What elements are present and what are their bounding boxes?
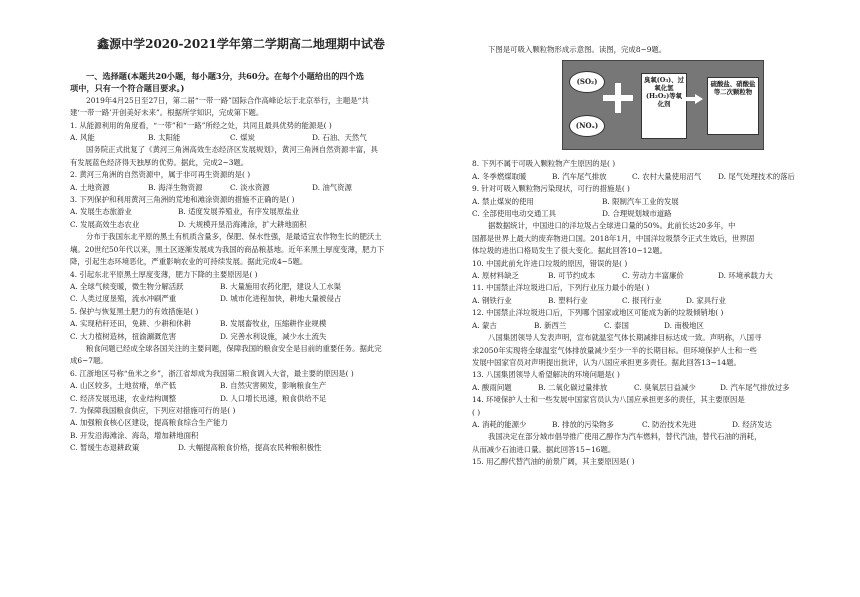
- option-text: C. 煤炭: [230, 133, 255, 143]
- text-line: 一、选择题(本题共20小题，每小题3分，共60分。在每个小题给出的四个选: [86, 71, 364, 81]
- particulate-diagram: [562, 60, 764, 150]
- text-line: 降，引起生态环境恶化，严重影响农业的可持续发展。据此完成4~5题。: [70, 257, 308, 267]
- option-text: B. 限制汽车工业的发展: [602, 196, 679, 206]
- text-line: A. 加强粮食核心区建设，提高粮食综合生产能力: [70, 418, 228, 428]
- text-line: 壤。20世纪50年代以来，黑土区逐渐发展成为我国的商品粮基地。近年来黑土厚度变薄，肥力下: [70, 244, 385, 254]
- option-text: B. 发展畜牧业，压缩耕作业规模: [220, 319, 327, 329]
- options-row: [472, 382, 808, 394]
- option-text: D. 尾气处理技术的落后: [718, 171, 795, 181]
- text-line: 15. 用乙醇代替汽油的前景广阔，其主要原因是( ): [472, 457, 635, 467]
- options-row: [70, 219, 412, 231]
- text-line: 国务院正式批复了《黄河三角洲高效生态经济区发展规划》，黄河三角洲自然资源丰富，具: [86, 145, 378, 155]
- text-line: 分布于我国东北平原的黑土有机质含量多，保肥、保水性强，是最适宜农作物生长的肥沃土: [86, 232, 382, 242]
- options-row: [472, 171, 808, 183]
- text-line: 八国集团领导人发表声明，宣布就温室气体长期减排目标达成一致。声明称，八国寻: [488, 333, 762, 343]
- text-line: 3. 下列保护和利用黄河三角洲的荒地和滩涂资源的措施不正确的是( ): [70, 195, 295, 205]
- text-line: 发展中国家官员对声明提出批评，认为八国应承担更多责任。据此回答13~14题。: [472, 357, 741, 367]
- option-text: D. 经济发达: [732, 419, 772, 429]
- option-text: B. 可节约成本: [548, 271, 596, 281]
- option-text: A. 山区较多，土地贫瘠，单产低: [70, 381, 177, 391]
- option-text: B. 新西兰: [534, 320, 567, 330]
- text-line: 6. 江浙地区号称“鱼米之乡”，浙江省却成为我国第二粮食调入大省，最主要的原因是( ): [70, 368, 354, 378]
- option-text: D. 油气资源: [312, 182, 352, 192]
- option-text: A. 禁止煤炭的使用: [472, 196, 534, 206]
- options-row: [70, 393, 412, 405]
- option-text: B. 大量施用农药化肥，建设人工水渠: [220, 281, 341, 291]
- option-text: C. 经济发展迅速，农业结构调整: [70, 393, 177, 403]
- options-row: [70, 318, 412, 330]
- options-row: [70, 182, 412, 194]
- text-line: 有发展蓝色经济得天独厚的优势。据此，完成2~3题。: [70, 157, 249, 167]
- text-line: 12. 中国禁止洋垃圾进口后，下列哪个国家或地区可能成为新的垃圾倾销地( ): [472, 308, 724, 318]
- text-line: 建‘一带一路’开创美好未来”。根据所学知识，完成第下题。: [70, 108, 264, 118]
- options-row: [70, 281, 412, 293]
- text-line: 8. 下列不属于可吸入颗粒物产生原因的是( ): [472, 159, 616, 169]
- text-line: 据数据统计，中国进口的洋垃圾占全球进口量的50%。此前长达20多年，中: [488, 221, 736, 231]
- options-row: [472, 270, 808, 282]
- options-row: [70, 380, 412, 392]
- right-column: [472, 44, 808, 469]
- nox-oval: (NOₓ): [569, 115, 605, 137]
- option-text: C. 泰国: [604, 320, 629, 330]
- text-line: 1. 从能源利用的角度看，“一带”和“一路”所经之处，共同且最具优势的能源是( ): [70, 120, 332, 130]
- option-text: A. 酸雨问题: [472, 382, 512, 392]
- option-text: A. 消耗的能源少: [472, 419, 527, 429]
- options-row: [70, 442, 412, 454]
- diagram-intro: 下图是可吸入颗粒物形成示意图。读图，完成8~9题。: [488, 45, 667, 54]
- text-line: 10. 中国此前允许进口垃圾的原因，错误的是( ): [472, 258, 628, 268]
- text-line: 体垃圾的进出口格局发生了很大变化。据此回答10~12题。: [472, 246, 667, 256]
- option-text: C. 发展高效生态农业: [70, 219, 140, 229]
- option-text: A. 蒙古: [472, 320, 497, 330]
- option-text: C. 报刊行业: [622, 295, 662, 305]
- option-text: A. 风能: [70, 133, 95, 143]
- text-line: 国都是世界上最大的废弃物进口国。2018年1月，中国洋垃圾禁令正式生效后，世界固: [472, 233, 755, 243]
- text-line: 11. 中国禁止洋垃圾进口后，下列行业压力最小的是( ): [472, 283, 650, 293]
- text-line: 成6~7题。: [70, 356, 108, 366]
- text-line: 4. 引起东北平原黑土厚度变薄，肥力下降的主要原因是( ): [70, 269, 258, 279]
- option-text: A. 实现秸秆还田，免耕、少耕和休耕: [70, 319, 191, 329]
- options-row: [472, 419, 808, 431]
- option-text: A. 全球气候变暖，微生物分解活跃: [70, 281, 184, 291]
- text-line: 项中，只有一个符合题目要求。): [70, 83, 185, 94]
- option-text: C. 防治技术先进: [642, 419, 697, 429]
- option-text: C. 暂缓生态退耕政策: [70, 443, 140, 453]
- option-text: D. 南极地区: [664, 320, 704, 330]
- text-line: 2. 黄河三角洲的自然资源中，属于非可再生资源的是( ): [70, 170, 251, 180]
- option-text: D. 完善水利设施，减少水土流失: [220, 331, 327, 341]
- options-row: [472, 320, 808, 332]
- option-text: A. 原材料缺乏: [472, 271, 519, 281]
- option-text: D. 人口增长迅速，粮食供给不足: [220, 393, 327, 403]
- oxidant-box: 臭氧(O₃)、过氧化氢(H₂O₂)等氧化剂: [641, 73, 687, 139]
- page-title: 鑫源中学2020-2021学年第二学期高二地理期中试卷: [97, 37, 385, 51]
- option-text: D. 大规模开垦沿海滩涂，扩大耕地面积: [178, 219, 307, 229]
- option-text: C. 农村大量使用沼气: [632, 171, 702, 181]
- option-text: B. 汽车尾气排放: [552, 171, 607, 181]
- particle-box: 硫酸盐、硝酸盐等二次颗粒物: [707, 77, 759, 135]
- option-text: C. 大力植树造林，扭渝涮溉危害: [70, 331, 177, 341]
- option-text: B. 海洋生物资源: [148, 182, 203, 192]
- option-text: B. 太阳能: [148, 133, 181, 143]
- options-row: [70, 132, 412, 144]
- option-text: C. 劳动力丰富廉价: [622, 271, 684, 281]
- options-row: [70, 206, 412, 218]
- option-text: A. 发展生态旅游业: [70, 207, 132, 217]
- right-questions: [472, 158, 808, 468]
- options-row: [472, 196, 808, 208]
- text-line: 13. 八国集团领导人希望解决的环境问题是( ): [472, 370, 620, 380]
- left-column: [70, 70, 412, 455]
- text-line: 9. 针对可吸入颗粒物污染现状，可行的措施是( ): [472, 184, 630, 194]
- text-line: 我国决定在部分城市倡导推广使用乙醇作为汽车燃料，替代汽油，替代石油的消耗，: [488, 432, 762, 442]
- option-text: D. 合理规划城市道路: [602, 209, 672, 219]
- option-text: A. 冬季燃煤取暖: [472, 171, 527, 181]
- option-text: B. 适度发展养殖业，有序发展原盐业: [178, 207, 299, 217]
- options-row: [70, 331, 412, 343]
- option-text: D. 环境承载力大: [718, 271, 773, 281]
- text-line: 7. 为保障我国粮食供应，下列应对措施可行的是( ): [70, 405, 236, 415]
- option-text: C. 臭氧层日益减少: [634, 382, 696, 392]
- options-row: [472, 208, 808, 220]
- text-line: 2019年4月25日至27日，第二届“一带一路”国际合作高峰论坛于北京举行，主题是“共: [86, 95, 369, 105]
- option-text: B. 二氧化碳过量排放: [538, 382, 608, 392]
- option-text: A. 钢铁行业: [472, 295, 512, 305]
- option-text: B. 排放的污染物多: [552, 419, 614, 429]
- text-line: 粮食问题已经成全球各国关注的主要问题，保障我国的粮食安全是目前的重要任务。据此完: [86, 343, 382, 353]
- option-text: D. 石油、天然气: [312, 133, 367, 143]
- option-text: D. 家具行业: [686, 295, 726, 305]
- text-line: ( ): [472, 407, 481, 417]
- option-text: A. 土地资源: [70, 182, 110, 192]
- option-text: C. 人类过度垦殖，流水冲刷严重: [70, 294, 177, 304]
- option-text: D. 城市化进程加快，耕地大量被侵占: [220, 294, 342, 304]
- plus-icon: [603, 83, 633, 113]
- text-line: 从而减少石油进口量。据此回答15~16题。: [472, 444, 616, 454]
- option-text: B. 自然灾害频发，影响粮食生产: [220, 381, 327, 391]
- option-text: C. 全部使用电动交通工具: [472, 209, 556, 219]
- text-line: 14. 环境保护人士和一些发展中国家官员认为八国应承担更多的责任，其主要原因是: [472, 395, 745, 405]
- option-text: D. 大幅提高粮食价格，提高农民种粮积极性: [178, 443, 322, 453]
- so2-oval: (SO₂): [569, 71, 605, 93]
- option-text: C. 淡水资源: [230, 182, 270, 192]
- text-line: 5. 保护与恢复黑土肥力的有效措施是( ): [70, 306, 199, 316]
- text-line: 求2050年实现将全球温室气体排放量减少至少一半的长期目标。但环境保护人士和一些: [472, 345, 757, 355]
- option-text: D. 汽车尾气排放过多: [720, 382, 790, 392]
- options-row: [472, 295, 808, 307]
- arrow-right-icon: [683, 94, 703, 104]
- option-text: B. 塑料行业: [548, 295, 588, 305]
- text-line: B. 开发沿海滩涂、海岛，增加耕地面积: [70, 430, 199, 440]
- options-row: [70, 293, 412, 305]
